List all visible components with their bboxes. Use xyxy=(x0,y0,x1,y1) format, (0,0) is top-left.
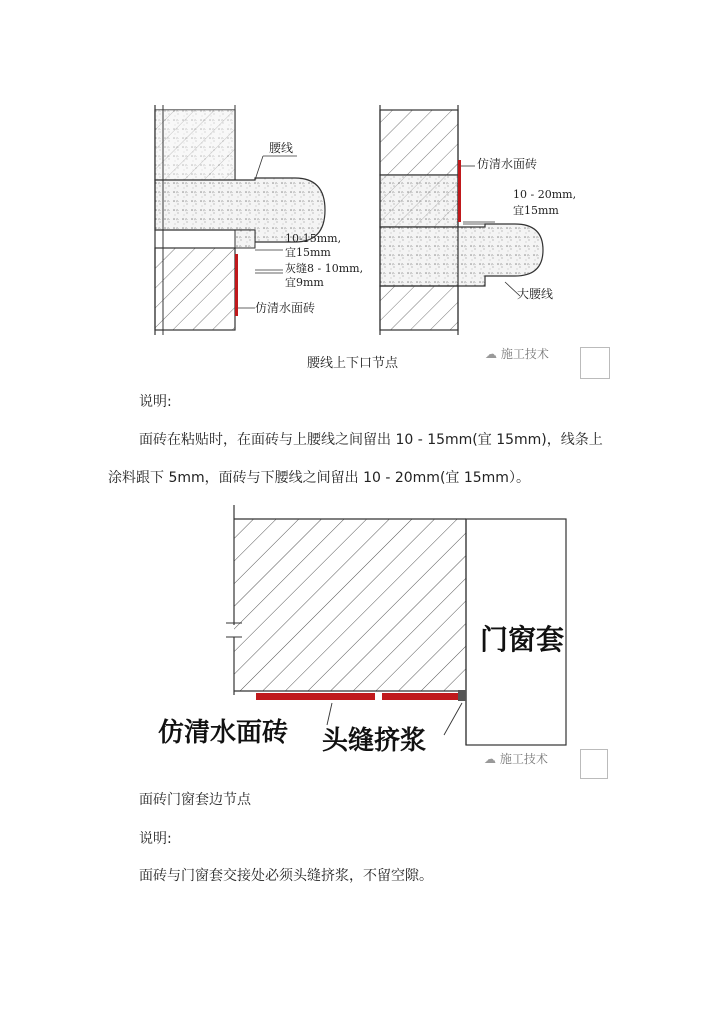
section1-para-line1: 面砖在粘贴时，在面砖与上腰线之间留出 10 - 15mm(宜 15mm)，线条上 xyxy=(139,432,603,448)
waistline-diagram xyxy=(145,100,615,380)
section2-para: 面砖与门窗套交接处必须头缝挤浆，不留空隙。 xyxy=(139,868,433,884)
note-joint-line1: 灰缝8 - 10mm, xyxy=(285,262,364,275)
figure1-caption: 腰线上下口节点 xyxy=(307,356,399,371)
qr-placeholder-1 xyxy=(580,347,610,379)
wechat-icon: ☁ xyxy=(484,752,496,766)
grout-joint xyxy=(458,690,466,701)
big-waistline-profile xyxy=(380,224,543,286)
left-tile-red xyxy=(235,254,238,316)
label-grout: 头缝挤浆 xyxy=(322,726,427,756)
tile-segment-1 xyxy=(256,693,375,700)
label-right-tile: 仿清水面砖 xyxy=(477,157,538,171)
wall-hatch xyxy=(234,519,466,691)
watermark-2: ☁ 施工技术 xyxy=(484,752,548,766)
tile-segment-2 xyxy=(382,693,458,700)
figure-door-frame-joint xyxy=(158,505,610,777)
label-door-frame: 门窗套 xyxy=(480,623,565,656)
section1-heading: 说明: xyxy=(139,394,172,410)
label-big-waistline: 大腰线 xyxy=(517,287,554,301)
section1-para-line2: 涂料跟下 5mm，面砖与下腰线之间留出 10 - 20mm(宜 15mm）。 xyxy=(108,470,530,486)
label-tile: 仿清水面砖 xyxy=(158,718,289,748)
label-left-tile: 仿清水面砖 xyxy=(255,301,316,315)
qr-placeholder-2 xyxy=(580,749,608,779)
wechat-icon: ☁ xyxy=(485,347,497,361)
right-tile-red xyxy=(458,160,461,222)
note-right-gap-line2: 宜15mm xyxy=(513,204,559,217)
section2-heading: 说明: xyxy=(139,831,172,847)
label-waistline: 腰线 xyxy=(269,141,294,155)
note-gap-line1: 10-15mm, xyxy=(285,232,342,245)
figure-waistline-joints xyxy=(145,100,615,380)
note-right-gap-line1: 10 - 20mm, xyxy=(513,188,577,201)
lower-wall-block xyxy=(155,248,235,330)
note-joint-line2: 宜9mm xyxy=(285,276,324,289)
right-upper-wall xyxy=(380,110,458,175)
watermark-1: ☁ 施工技术 xyxy=(485,347,549,361)
note-gap-line2: 宜15mm xyxy=(285,246,331,259)
figure2-caption: 面砖门窗套边节点 xyxy=(139,792,251,808)
